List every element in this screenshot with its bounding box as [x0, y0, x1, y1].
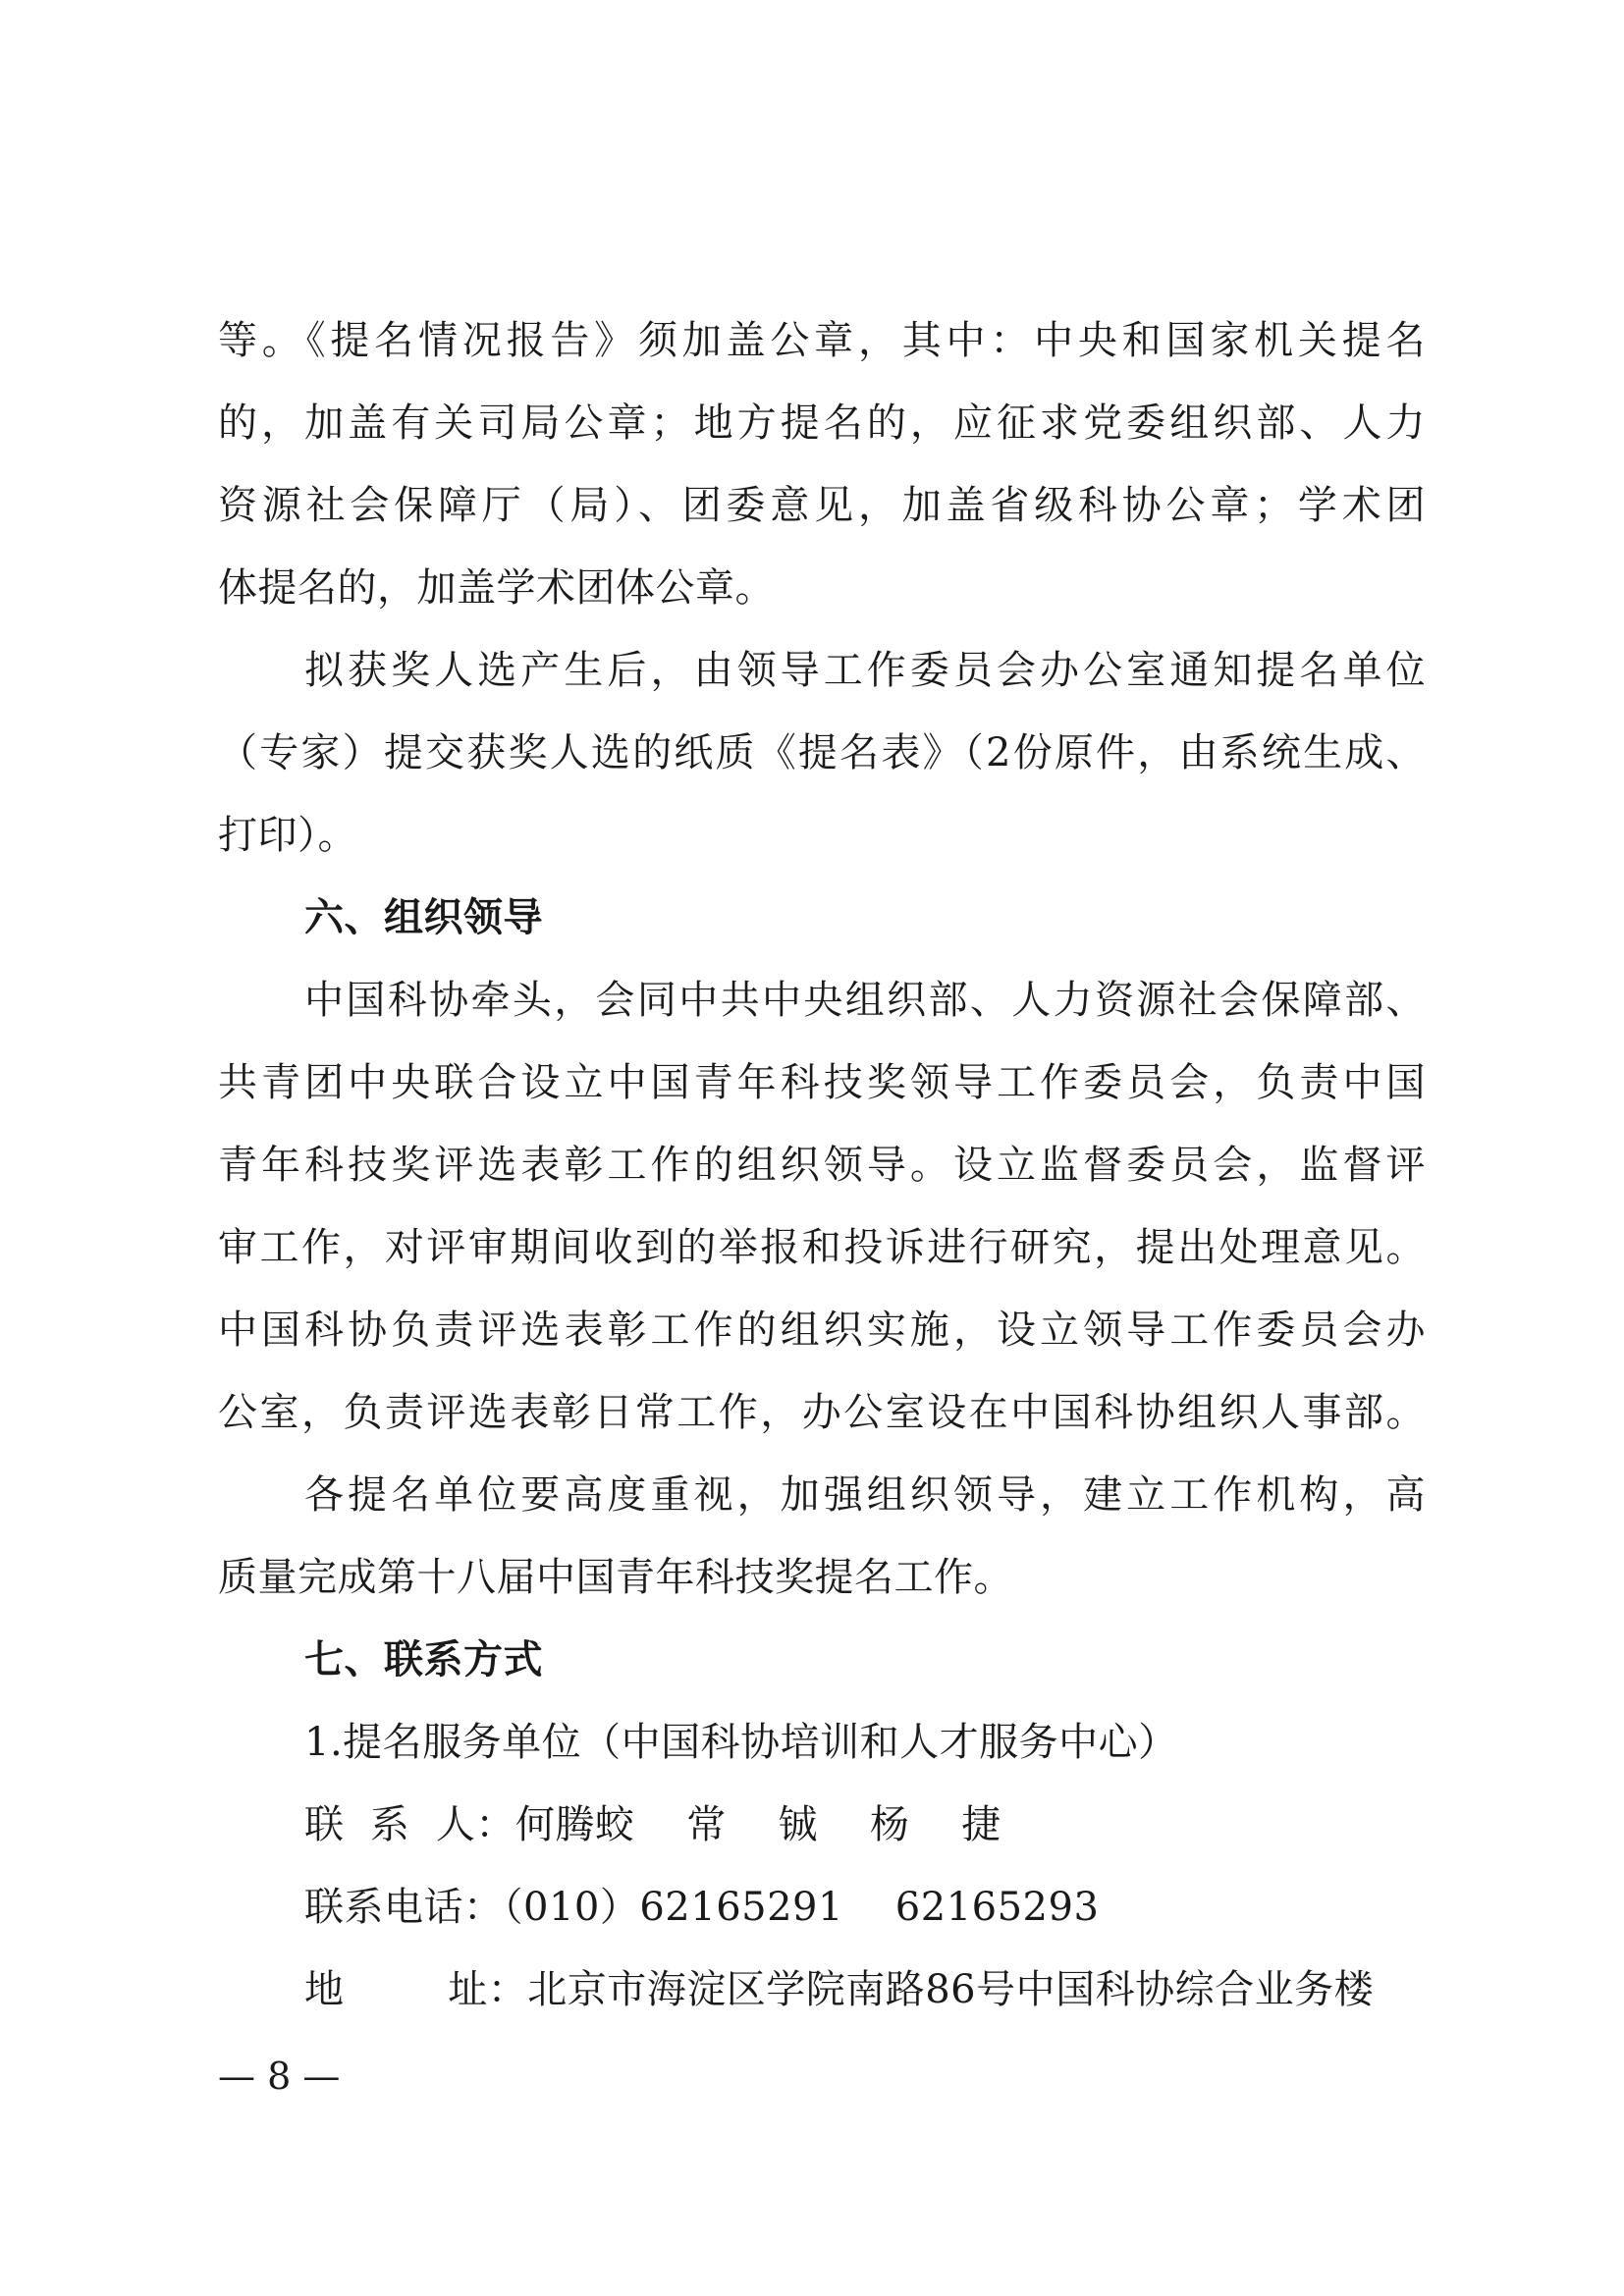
paragraph-line: 体提名的，加盖学术团体公章。: [218, 565, 775, 611]
contact-persons: 联 系 人：何腾蛟 常 铖 杨 捷: [304, 1802, 1001, 1847]
paragraph-line: 质量完成第十八届中国青年科技奖提名工作。: [218, 1555, 1013, 1600]
paragraph-line: 青年科技奖评选表彰工作的组织领导。设立监督委员会，监督评: [218, 1143, 1426, 1188]
paragraph-line: 打印）。: [218, 813, 357, 858]
paragraph-line: 中国科协负责评选表彰工作的组织实施，设立领导工作委员会办: [218, 1308, 1426, 1353]
paragraph-line: 审工作，对评审期间收到的举报和投诉进行研究，提出处理意见。: [218, 1225, 1426, 1270]
contact-unit: 1.提名服务单位（中国科协培训和人才服务中心）: [304, 1720, 1178, 1765]
paragraph-line: 公室，负责评选表彰日常工作，办公室设在中国科协组织人事部。: [218, 1390, 1426, 1435]
paragraph-line: 共青团中央联合设立中国青年科技奖领导工作委员会，负责中国: [218, 1060, 1426, 1105]
paragraph-line: 拟获奖人选产生后，由领导工作委员会办公室通知提名单位: [304, 648, 1426, 693]
paragraph-line: 资源社会保障厅（局）、团委意见，加盖省级科协公章；学术团: [218, 483, 1426, 528]
page-number: — 8 —: [218, 2055, 341, 2098]
section-heading-contact: 七、联系方式: [304, 1637, 543, 1682]
paragraph-line: 的，加盖有关司局公章；地方提名的，应征求党委组织部、人力: [218, 400, 1426, 446]
contact-phone: 联系电话：（010）62165291 62165293: [304, 1885, 1100, 1930]
paragraph-line: 各提名单位要高度重视，加强组织领导，建立工作机构，高: [304, 1472, 1426, 1518]
paragraph-line: 中国科协牵头，会同中共中央组织部、人力资源社会保障部、: [304, 978, 1426, 1023]
paragraph-line: 等。《提名情况报告》须加盖公章，其中：中央和国家机关提名: [218, 318, 1426, 363]
contact-address: 地 址：北京市海淀区学院南路86号中国科协综合业务楼: [304, 1967, 1375, 2012]
paragraph-line: （专家）提交获奖人选的纸质《提名表》（2份原件，由系统生成、: [218, 730, 1426, 775]
section-heading-organization: 六、组织领导: [304, 895, 543, 940]
